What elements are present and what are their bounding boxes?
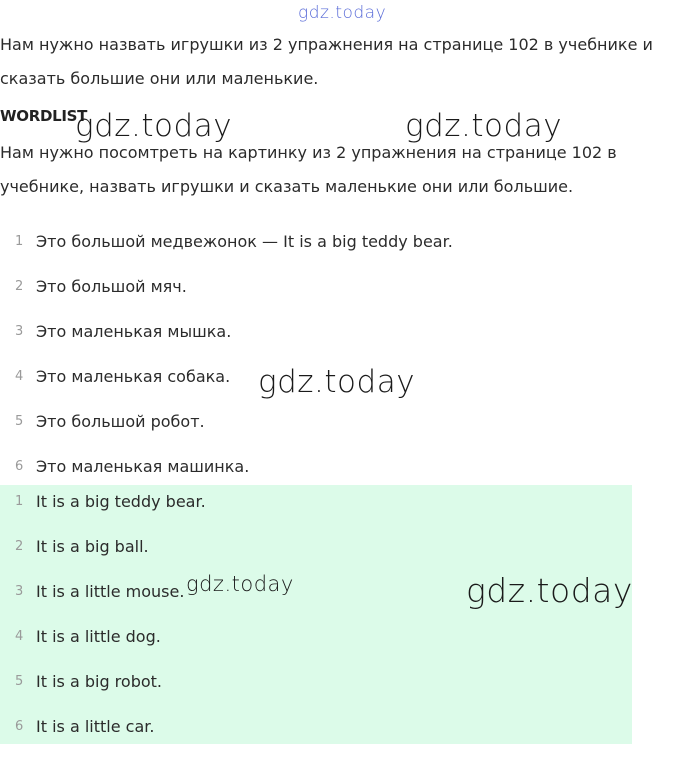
item-number: 3 (15, 584, 24, 599)
item-text: Это маленькая мышка. (36, 322, 232, 341)
watermark-top: gdz.today (298, 3, 387, 23)
item-text: It is a little car. (36, 717, 155, 736)
instruction-paragraph: Нам нужно посомтреть на картинку из 2 упражнения на странице 102 в учебнике, назвать игрушки и сказать маленькие они или большие. (0, 143, 617, 196)
item-text: Это большой медвежонок — It is a big teddy bear. (36, 232, 453, 251)
item-text: It is a big teddy bear. (36, 492, 206, 511)
item-text: Это маленькая собака. (36, 367, 231, 386)
list-item (0, 412, 632, 457)
item-number: 2 (15, 539, 24, 554)
english-answer-list (0, 492, 632, 762)
item-text: It is a big robot. (36, 672, 162, 691)
list-item (0, 717, 632, 762)
item-number: 5 (15, 414, 24, 429)
item-number: 4 (15, 629, 24, 644)
item-text: It is a little mouse. (36, 582, 185, 601)
list-item (0, 627, 632, 672)
list-item (0, 277, 632, 322)
item-number: 1 (15, 494, 24, 509)
item-text: Это большой мяч. (36, 277, 187, 296)
item-text: It is a big ball. (36, 537, 149, 556)
wordlist-heading: WORDLIST (0, 107, 88, 125)
watermark: gdz.today (186, 572, 294, 596)
list-item (0, 492, 632, 537)
item-number: 2 (15, 279, 24, 294)
watermark: gdz.today (75, 108, 233, 144)
watermark: gdz.today (258, 364, 416, 400)
item-number: 1 (15, 234, 24, 249)
list-item (0, 322, 632, 367)
item-number: 3 (15, 324, 24, 339)
item-number: 6 (15, 459, 24, 474)
item-number: 4 (15, 369, 24, 384)
intro-paragraph: Нам нужно назвать игрушки из 2 упражнения на странице 102 в учебнике и сказать большие они или маленькие. (0, 35, 653, 88)
item-text: It is a little dog. (36, 627, 161, 646)
item-number: 5 (15, 674, 24, 689)
watermark: gdz.today (466, 571, 633, 610)
list-item (0, 672, 632, 717)
item-number: 6 (15, 719, 24, 734)
item-text: Это маленькая машинка. (36, 457, 250, 476)
item-text: Это большой робот. (36, 412, 205, 431)
watermark: gdz.today (405, 108, 563, 144)
list-item (0, 232, 632, 277)
